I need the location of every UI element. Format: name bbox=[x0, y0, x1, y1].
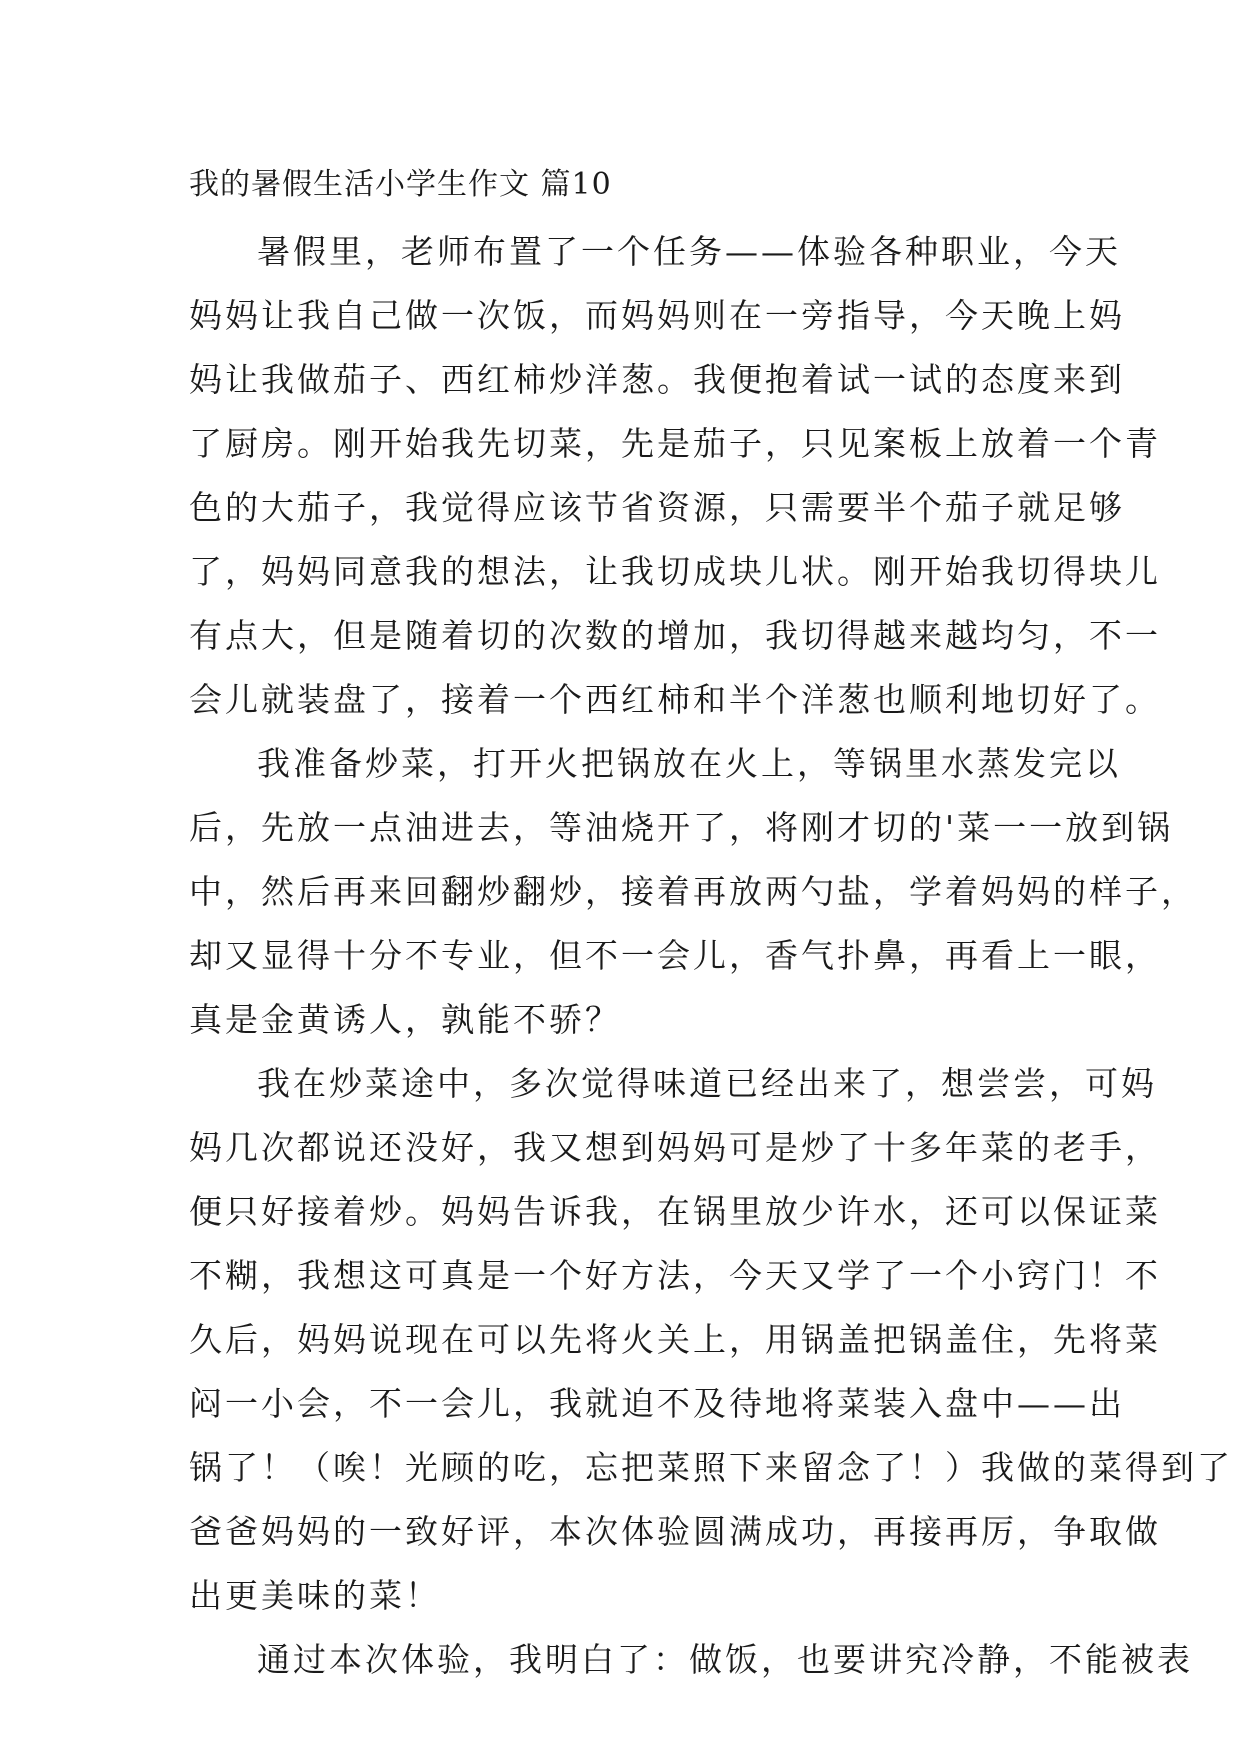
paragraph-1-line-7: 有点大，但是随着切的次数的增加，我切得越来越均匀，不一 bbox=[189, 616, 1161, 655]
paragraph-3-line-3: 便只好接着炒。妈妈告诉我，在锅里放少许水，还可以保证菜 bbox=[189, 1192, 1161, 1231]
paragraph-2-line-2: 后，先放一点油进去，等油烧开了，将刚才切的'菜一一放到锅 bbox=[189, 808, 1174, 847]
paragraph-1-line-4: 了厨房。刚开始我先切菜，先是茄子，只见案板上放着一个青 bbox=[189, 424, 1161, 463]
paragraph-3-line-4: 不糊，我想这可真是一个好方法，今天又学了一个小窍门！不 bbox=[189, 1256, 1161, 1295]
paragraph-2-line-4: 却又显得十分不专业，但不一会儿，香气扑鼻，再看上一眼， bbox=[189, 936, 1161, 975]
paragraph-4-line-1: 通过本次体验，我明白了：做饭，也要讲究冷静，不能被表 bbox=[257, 1640, 1193, 1679]
paragraph-1-line-5: 色的大茄子，我觉得应该节省资源，只需要半个茄子就足够 bbox=[189, 488, 1125, 527]
paragraph-3-line-5: 久后，妈妈说现在可以先将火关上，用锅盖把锅盖住，先将菜 bbox=[189, 1320, 1161, 1359]
article-heading: 我的暑假生活小学生作文 篇10 bbox=[189, 167, 612, 202]
paragraph-2-line-1: 我准备炒菜，打开火把锅放在火上，等锅里水蒸发完以 bbox=[257, 744, 1121, 783]
paragraph-2-line-5: 真是金黄诱人，孰能不骄？ bbox=[189, 1000, 621, 1039]
paragraph-3-line-1: 我在炒菜途中，多次觉得味道已经出来了，想尝尝，可妈 bbox=[257, 1064, 1157, 1103]
paragraph-1-line-8: 会儿就装盘了，接着一个西红柿和半个洋葱也顺利地切好了。 bbox=[189, 680, 1161, 719]
paragraph-1-line-6: 了，妈妈同意我的想法，让我切成块儿状。刚开始我切得块儿 bbox=[189, 552, 1161, 591]
paragraph-1-line-3: 妈让我做茄子、西红柿炒洋葱。我便抱着试一试的态度来到 bbox=[189, 360, 1125, 399]
paragraph-1-line-1: 暑假里，老师布置了一个任务——体验各种职业，今天 bbox=[257, 232, 1121, 271]
paragraph-3-line-7: 锅了！（唉！光顾的吃，忘把菜照下来留念了！）我做的菜得到了 bbox=[189, 1448, 1233, 1487]
paragraph-3-line-9: 出更美味的菜！ bbox=[189, 1576, 441, 1615]
paragraph-1-line-2: 妈妈让我自己做一次饭，而妈妈则在一旁指导，今天晚上妈 bbox=[189, 296, 1125, 335]
paragraph-3-line-8: 爸爸妈妈的一致好评，本次体验圆满成功，再接再厉，争取做 bbox=[189, 1512, 1161, 1551]
article-body bbox=[189, 220, 1233, 1692]
paragraph-3-line-2: 妈几次都说还没好，我又想到妈妈可是炒了十多年菜的老手， bbox=[189, 1128, 1161, 1167]
paragraph-3-line-6: 闷一小会，不一会儿，我就迫不及待地将菜装入盘中——出 bbox=[189, 1384, 1125, 1423]
paragraph-2-line-3: 中，然后再来回翻炒翻炒，接着再放两勺盐，学着妈妈的样子， bbox=[189, 872, 1197, 911]
